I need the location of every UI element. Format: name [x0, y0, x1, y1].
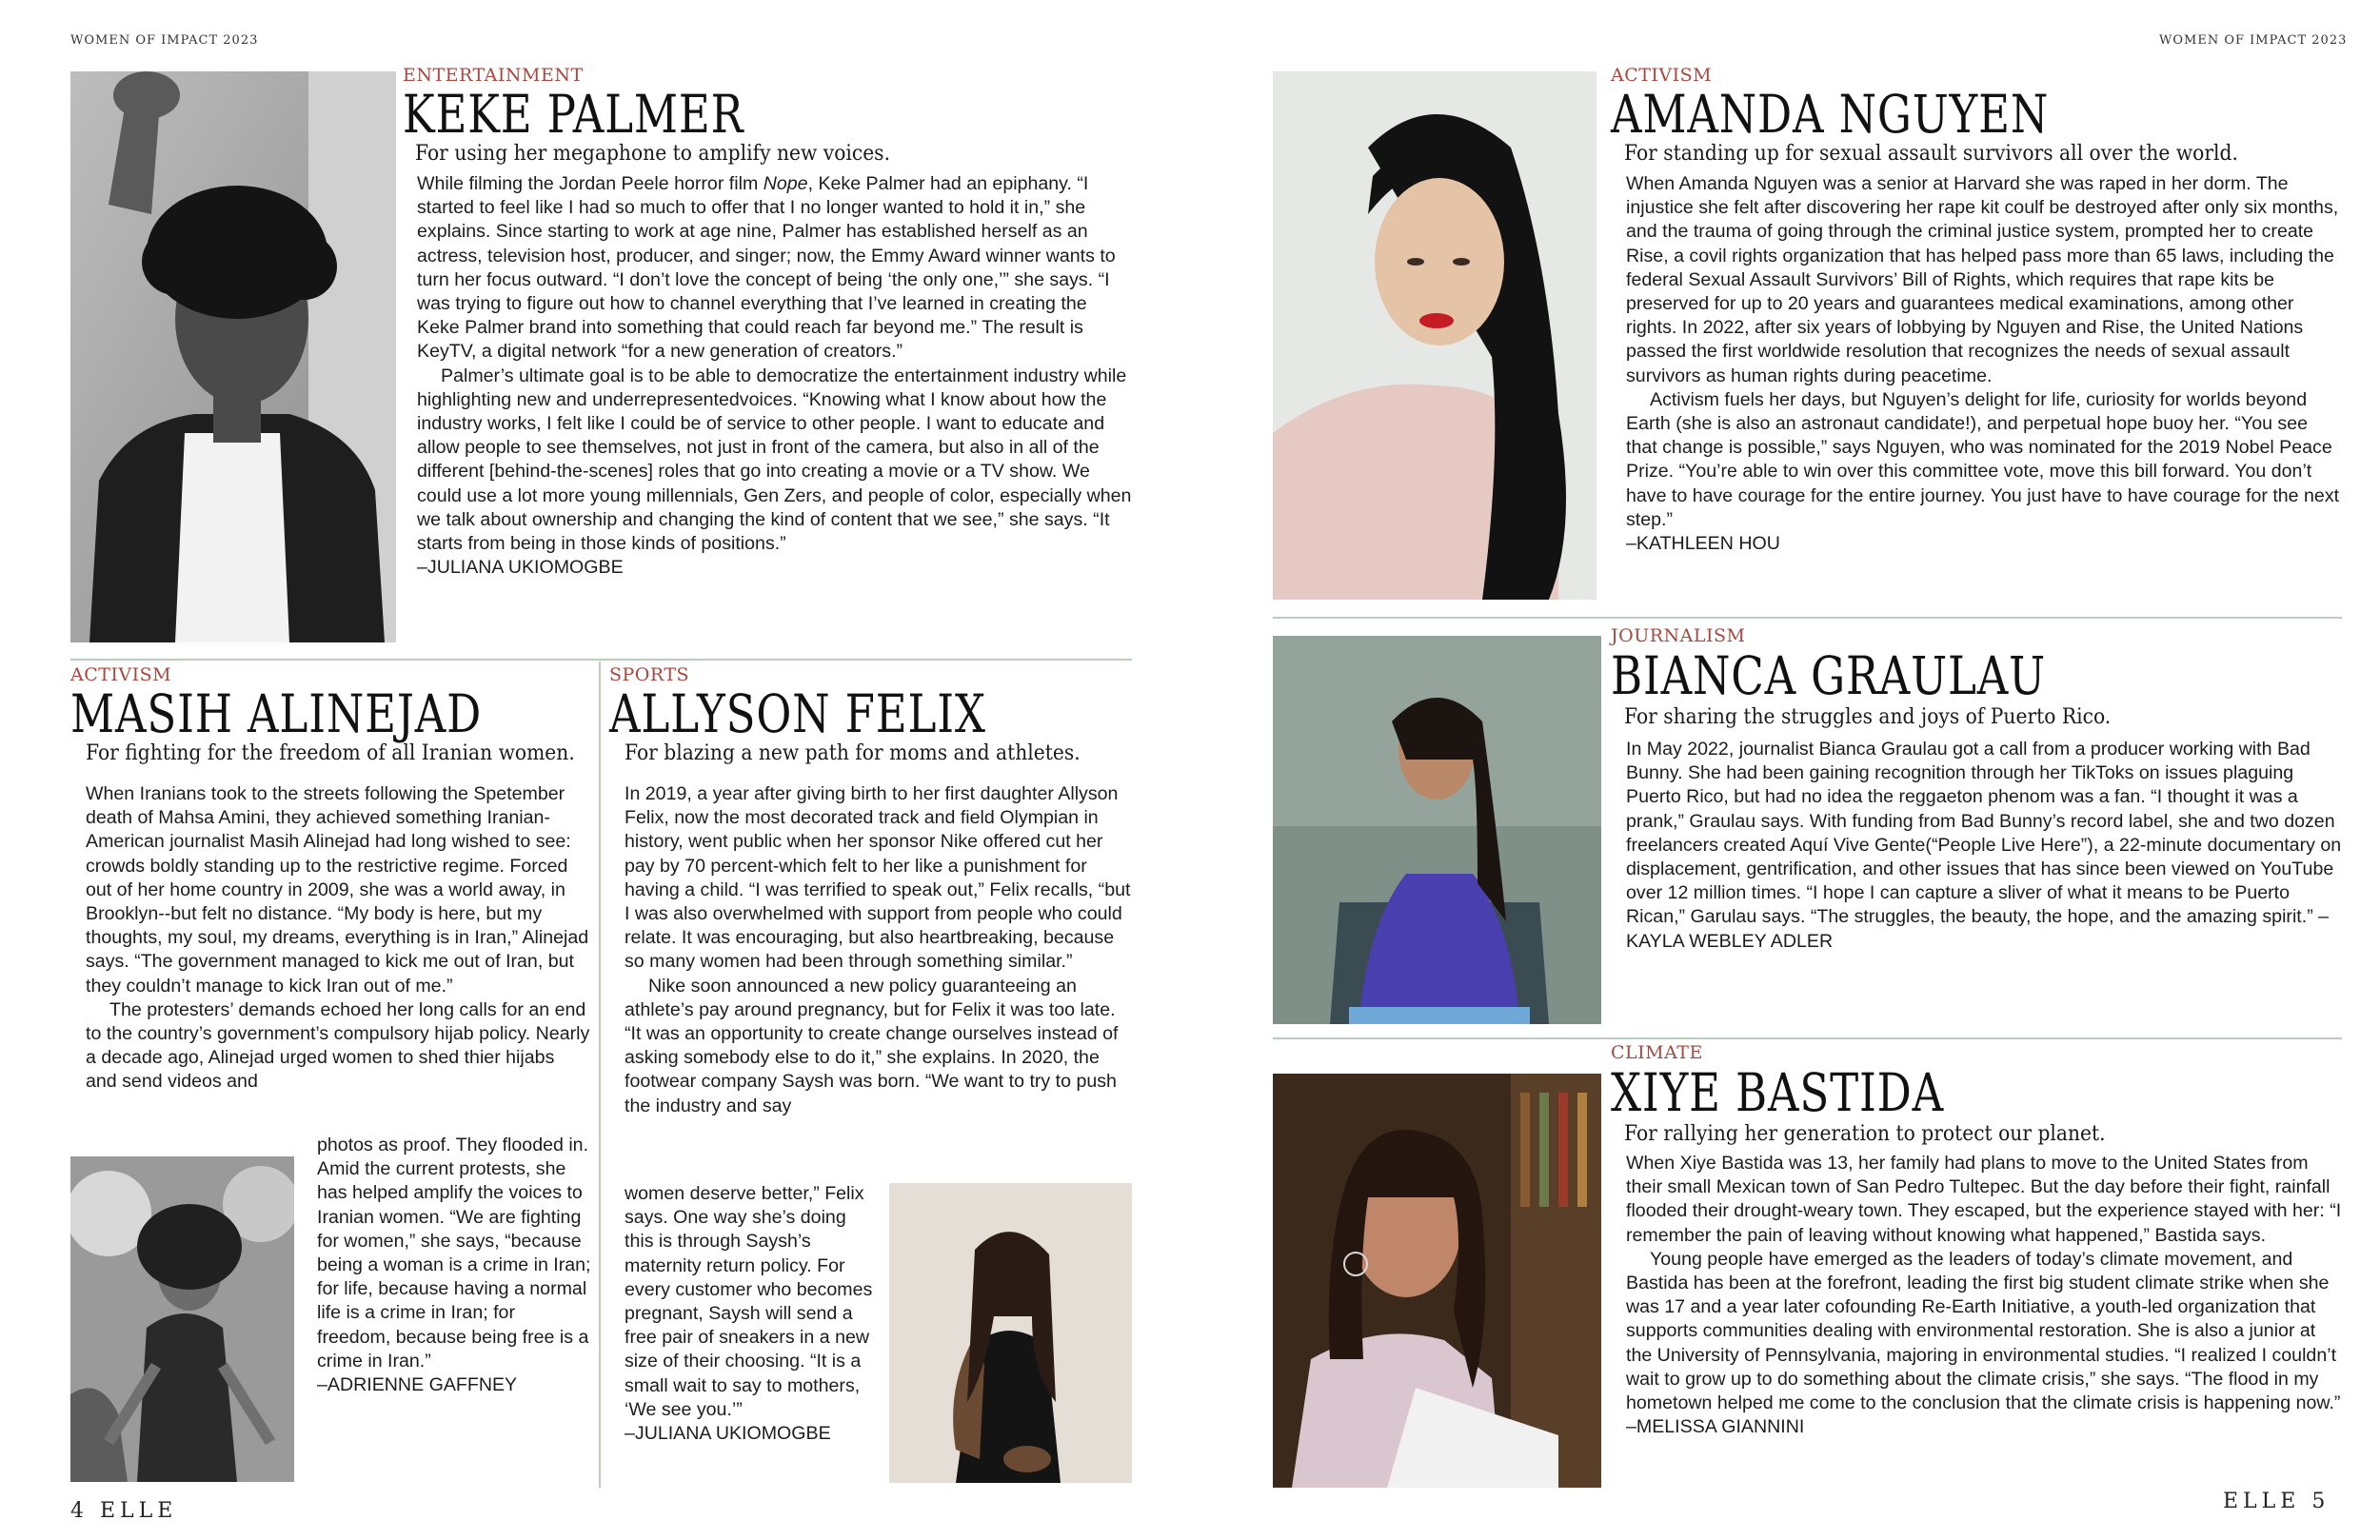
allyson-subtitle: For blazing a new path for moms and athletes. [625, 740, 1081, 765]
keke-paragraph-2: Palmer’s ultimate goal is to be able to democratize the entertainment industry while highlighting new and underrepresentedvoices. “Knowing what I know about how the industry works, I felt like I could be of service to other people. I want to educate and allow people to see themselves, not just in front of the camera, but also in all of the different [behind-the-scenes] roles that go into creating a movie or a TV show. We could use a lot more young millennials, Gen Zers, and people of color, especially when we talk about ownership and changing the kind of content that we see,” she says. “It starts from being in those kinds of positions.” [417, 365, 1132, 555]
allyson-body-top [625, 782, 1134, 1118]
masih-name: MASIH ALINEJAD [70, 683, 483, 744]
right-page-divider-2 [1273, 1037, 2342, 1039]
header-right-label: WOMEN OF IMPACT 2023 [2159, 33, 2348, 48]
allyson-body-bottom [625, 1182, 877, 1446]
allyson-felix-photo [889, 1183, 1132, 1483]
bianca-subtitle: For sharing the struggles and joys of Puerto Rico. [1624, 704, 2112, 729]
masih-body-top [86, 782, 590, 1095]
xiye-body [1626, 1152, 2342, 1439]
bianca-category: JOURNALISM [1611, 625, 1746, 646]
allyson-name: ALLYSON FELIX [609, 683, 986, 744]
masih-paragraph-1: When Iranians took to the streets following the Spetember death of Mahsa Amini, they achieved something Iranian-American journalist Masih Alinejad had long wished to see: crowds boldly standing up to the restrictive regime. Forced out of her home country in 2009, she was a world away, in Brooklyn--but felt no distance. “My body is here, but my thoughts, my soul, my dreams, everything is in Iran,” Alinejad says. “The government managed to kick me out of Iran, but they couldn’t manage to kick Iran out of me.” [86, 783, 589, 997]
amanda-nguyen-photo [1273, 71, 1597, 600]
xiye-name: XIYE BASTIDA [1611, 1062, 1945, 1123]
amanda-name: AMANDA NGUYEN [1611, 84, 2050, 145]
allyson-paragraph-2a: Nike soon announced a new policy guaranteeing an athlete’s pay around pregnancy, but for Felix it was too late. “It was an opportunity to create change ourselves instead of asking somebody else to do it,” she explains. In 2020, the footwear company Saysh was born. “We want to try to push the industry and say [625, 975, 1119, 1116]
allyson-category: SPORTS [609, 664, 690, 685]
amanda-body [1626, 172, 2342, 556]
keke-subtitle: For using her megaphone to amplify new voices. [415, 141, 891, 166]
bianca-graulau-photo [1273, 636, 1601, 1024]
keke-credit: –JULIANA UKIOMOGBE [417, 557, 624, 579]
keke-palmer-photo [70, 71, 396, 642]
bianca-name: BIANCA GRAULAU [1611, 645, 2046, 706]
right-page-divider-1 [1273, 617, 2342, 619]
left-column-divider [599, 661, 601, 1488]
amanda-category: ACTIVISM [1611, 65, 1713, 86]
amanda-subtitle: For standing up for sexual assault survivors all over the world. [1624, 141, 2238, 166]
masih-alinejad-photo [70, 1156, 294, 1482]
keke-category: ENTERTAINMENT [403, 65, 584, 86]
xiye-bastida-photo [1273, 1074, 1601, 1488]
masih-paragraph-2b: photos as proof. They flooded in. Amid the current protests, she has helped amplify the voices to Iranian women. “We are fighting for women,” she says, “because being a woman is a crime in Iran; for life, because having a normal life is a crime in Iran; for freedom, because being free is a crime in Iran.” [317, 1135, 591, 1372]
xiye-paragraph-1: When Xiye Bastida was 13, her family had plans to move to the United States from their small Mexican town of San Pedro Tultepec. But the day before their fight, rainfall flooded their drought-weary town. They escaped, but the experience stayed with her: “I remember the pain of leaving without knowing what happened,” Bastida says. [1626, 1153, 2342, 1246]
masih-subtitle: For fighting for the freedom of all Iranian women. [86, 740, 575, 765]
footer-right-page-number: ELLE 5 [2223, 1490, 2330, 1513]
masih-paragraph-2a: The protesters’ demands echoed her long calls for an end to the country’s government’s compulsory hijab policy. Nearly a decade ago, Alinejad urged women to shed thier hijabs and send videos and [86, 998, 590, 1093]
xiye-paragraph-2: Young people have emerged as the leaders of today’s climate movement, and Bastida has been at the forefront, leading the first big student climate strike when she was 17 and a year later cofounding Re-Earth Initiative, a youth-led organization that supports communities dealing with environmental restoration. She is also a junior at the University of Pennsylvania, majoring in environmental studies. “I realized I couldn’t wait to grow up to do something about the climate crisis,” she says. “The flood in my hometown helped me come to the conclusion that the climate crisis is happening now.” –MELISSA GIANNINI [1626, 1248, 2341, 1438]
masih-credit: –ADRIENNE GAFFNEY [317, 1374, 518, 1396]
bianca-paragraph-1: In May 2022, journalist Bianca Graulau got a call from a producer working with Bad Bunny. She had been gaining recognition through her TikToks on issues plaguing Puerto Rico, but had no idea the reggaeton phenom was a fan. “I thought it was a prank,” Graulau says. With funding from Bad Bunny’s record label, she and two dozen freelancers created Aquí Vive Gente(“People Live Here”), a 22-minute documentary on displacement, gentrification, and other issues that has since been viewed on YouTube over 12 million times. “I hope I can capture a sliver of what it means to be Puerto Rican,” Garulau says. “The struggles, the beauty, the hope, and the amazing spirit.” –KAYLA WEBLEY ADLER [1626, 739, 2342, 952]
header-left-label: WOMEN OF IMPACT 2023 [70, 33, 259, 48]
keke-paragraph-1: While filming the Jordan Peele horror film Nope, Keke Palmer had an epiphany. “I started to feel like I had so much to offer that I no longer wanted to hold it in,” she explains. Since starting to work at age nine, Palmer has established herself as an actress, television host, producer, and singer; now, the Emmy Award winner wants to turn her focus outward. “I don’t love the concept of being ‘the only one,’” she says. “I was trying to figure out how to channel everything that I’ve learned in creating the Keke Palmer brand into something that could reach far beyond me.” The result is KeyTV, a digital network “for a new generation of creators.” [417, 173, 1116, 363]
allyson-credit: –JULIANA UKIOMOGBE [625, 1423, 831, 1445]
allyson-paragraph-2b: women deserve better,” Felix says. One way she’s doing this is through Saysh’s maternity return policy. For every customer who becomes pregnant, Saysh will send a free pair of sneakers in a new size of their choosing. “It is a small wait to say to mothers, ‘We see you.’” [625, 1183, 873, 1420]
allyson-paragraph-1: In 2019, a year after giving birth to her first daughter Allyson Felix, now the most decorated track and field Olympian in history, went public when her sponsor Nike offered cut her pay by 70 percent-which felt to her like a punishment for having a child. “I was terrified to speak out,” Felix recalls, “but I was also overwhelmed with support from people who could relate. It was encouraging, but also heartbreaking, because so many women had been through something similar.” [625, 783, 1131, 973]
footer-left-page-number: 4 ELLE [70, 1499, 178, 1523]
amanda-paragraph-1: When Amanda Nguyen was a senior at Harvard she was raped in her dorm. The injustice she felt after discovering her rape kit coulf be destroyed after only six months, and the trauma of going through the criminal justice system, prompted her to create Rise, a covil rights organization that has helped pass more than 65 laws, including the federal Sexual Assault Survivors’ Bill of Rights, which requires that rape kits be preserved for up to 20 years and guarantees medical examinations, among other rights. In 2022, after six years of lobbying by Nguyen and Rise, the United Nations passed the first worldwide resolution that recognizes the needs of sexual assault survivors as human rights during peacetime. [1626, 173, 2339, 386]
xiye-subtitle: For rallying her generation to protect our planet. [1624, 1121, 2106, 1146]
masih-body-bottom [317, 1134, 593, 1397]
amanda-credit: –KATHLEEN HOU [1626, 533, 1780, 555]
masih-category: ACTIVISM [70, 664, 172, 685]
xiye-category: CLIMATE [1611, 1042, 1703, 1063]
amanda-paragraph-2: Activism fuels her days, but Nguyen’s delight for life, curiosity for worlds beyond Earth (she is also an astronaut candidate!), and perpetual hope buoy her. “You see that change is possible,” says Nguyen, who was nominated for the 2019 Nobel Peace Prize. “You’re able to win over this committee vote, move this bill forward. You don’t have to have courage for the entire journey. You just have to have courage for the next step.” [1626, 388, 2340, 530]
left-page-divider [70, 659, 1132, 661]
bianca-body [1626, 738, 2342, 954]
keke-body [417, 172, 1133, 580]
keke-name: KEKE PALMER [403, 84, 744, 145]
